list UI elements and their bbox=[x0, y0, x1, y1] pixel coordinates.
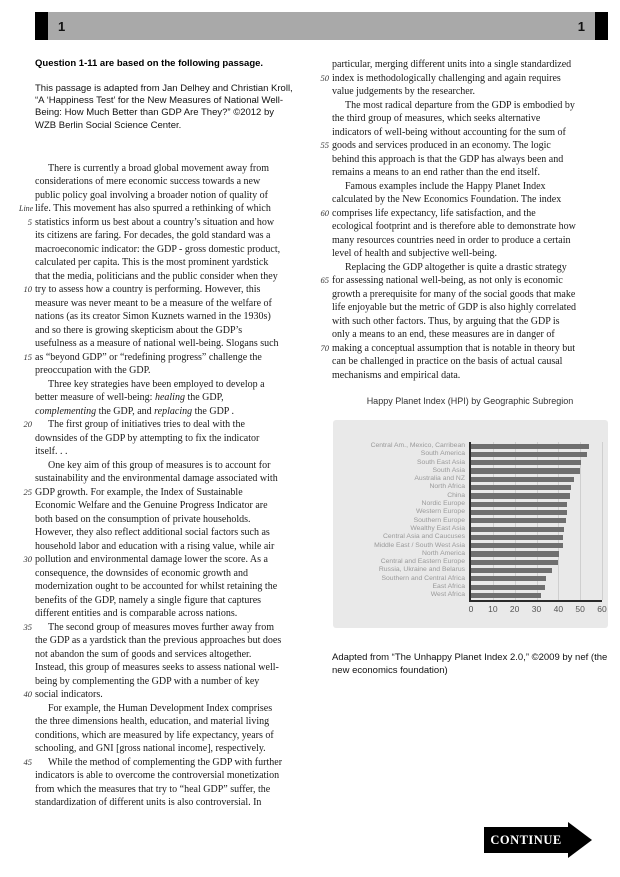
passage-line bbox=[19, 513, 309, 527]
chart-tick-label: 30 bbox=[531, 604, 542, 614]
passage-line bbox=[316, 369, 612, 383]
line-number: 40 bbox=[23, 689, 32, 700]
line-number: 30 bbox=[23, 554, 32, 565]
passage-line bbox=[19, 553, 309, 567]
passage-line bbox=[316, 288, 612, 302]
chart-bar-row bbox=[471, 533, 602, 541]
passage-line bbox=[316, 193, 612, 207]
passage-column-left bbox=[19, 162, 309, 810]
passage-text: not abandon the sum of goods and services altogether. bbox=[35, 648, 252, 660]
passage-line bbox=[316, 207, 612, 221]
passage-line bbox=[19, 364, 309, 378]
chart-bar-row bbox=[471, 483, 602, 491]
passage-text: However, they also reflect additional social factors such as bbox=[35, 527, 270, 539]
passage-text: mechanisms and empirical data. bbox=[332, 369, 461, 381]
passage-text: from which the measures that try to “heal GDP” suffer, the bbox=[35, 783, 271, 795]
question-range-header: Question 1-11 are based on the following passage. bbox=[35, 58, 264, 69]
passage-line bbox=[19, 675, 309, 689]
chart-tick-label: 10 bbox=[488, 604, 498, 614]
chart-x-axis-line bbox=[469, 600, 602, 602]
chart-category-label: West Africa bbox=[430, 591, 465, 599]
chart-bar bbox=[471, 468, 580, 473]
passage-text: that the media, politicians and the public consider when they bbox=[35, 270, 278, 282]
passage-line bbox=[316, 315, 612, 329]
passage-line bbox=[316, 126, 612, 140]
passage-line bbox=[19, 324, 309, 338]
passage-line bbox=[19, 283, 309, 297]
passage-line bbox=[316, 355, 612, 369]
passage-text: complementing the GDP, and replacing the GDP . bbox=[35, 405, 234, 417]
chart-plot-area bbox=[469, 442, 602, 600]
passage-text: For example, the Human Development Index comprises bbox=[48, 702, 273, 714]
chart-bar bbox=[471, 502, 567, 507]
passage-text: its citizens are faring. For decades, the gold standard was a bbox=[35, 230, 271, 242]
passage-line bbox=[19, 540, 309, 554]
passage-text: better measure of well-being: healing the GDP, bbox=[35, 392, 224, 404]
passage-text: nations (as its creator Simon Kuznets warned in the 1930s) bbox=[35, 311, 271, 323]
passage-line bbox=[19, 472, 309, 486]
passage-text: try to assess how a country is performing. However, this bbox=[35, 284, 261, 296]
chart-category-labels bbox=[341, 442, 469, 600]
passage-text: One key aim of this group of measures is to account for bbox=[48, 459, 271, 471]
line-number: 25 bbox=[23, 486, 32, 497]
passage-line bbox=[19, 715, 309, 729]
chart-bar-row bbox=[471, 500, 602, 508]
passage-text: both based on the consumption of private households. bbox=[35, 513, 251, 525]
passage-text: sustainability and the environmental damage associated with bbox=[35, 473, 278, 485]
continue-button-label: CONTINUE bbox=[484, 827, 568, 853]
chart-bar-row bbox=[471, 450, 602, 458]
attribution-line: Being: How Much Better than GDP Are They?” ©2012 by bbox=[35, 107, 274, 119]
passage-line bbox=[316, 72, 612, 86]
chart-bar-row bbox=[471, 566, 602, 574]
chart-category-label: Wealthy East Asia bbox=[410, 524, 465, 532]
passage-text: consequence, the downsides of economic growth and bbox=[35, 567, 248, 579]
chart-bar bbox=[471, 593, 541, 598]
section-number-right: 1 bbox=[577, 18, 585, 34]
chart-category-label: South East Asia bbox=[417, 458, 465, 466]
passage-attribution bbox=[35, 83, 309, 132]
passage-text: conditions, which are measured by life expectancy, years of bbox=[35, 729, 274, 741]
passage-line bbox=[19, 621, 309, 635]
line-number: 20 bbox=[23, 419, 32, 430]
passage-text: social indicators. bbox=[35, 689, 103, 701]
chart-category-label: Nordic Europe bbox=[421, 500, 465, 508]
passage-line bbox=[19, 162, 309, 176]
passage-text: being by complementing the GDP with a number of key bbox=[35, 675, 260, 687]
passage-text: The most radical departure from the GDP is embodied by bbox=[345, 99, 575, 111]
chart-bar-row bbox=[471, 550, 602, 558]
caption-line: new economics foundation) bbox=[332, 664, 448, 676]
passage-text: downsides of the GDP by attempting to fix the indicator bbox=[35, 432, 260, 444]
chart-category-label: Southern and Central Africa bbox=[381, 574, 465, 582]
chart-bar bbox=[471, 460, 581, 465]
passage-line bbox=[19, 310, 309, 324]
passage-text: public policy goal involving a broader notion of quality of bbox=[35, 189, 269, 201]
header-gray-bar bbox=[48, 12, 595, 40]
chart-title: Happy Planet Index (HPI) by Geographic Subregion bbox=[366, 396, 574, 406]
chart-category-label: Western Europe bbox=[416, 508, 465, 516]
chart-bar bbox=[471, 485, 571, 490]
passage-text: macroeconomic indicator: the GDP - gross domestic product, bbox=[35, 243, 281, 255]
attribution-line: This passage is adapted from Jan Delhey and Christian Kroll, bbox=[35, 83, 293, 94]
passage-text: usefulness as a measure of national well-being. Slogans such bbox=[35, 338, 279, 350]
right-column bbox=[316, 58, 612, 382]
passage-text: measure was never meant to be a measure of the welfare of bbox=[35, 297, 272, 309]
chart-x-axis-ticks bbox=[468, 604, 607, 616]
chart-bar-row bbox=[471, 459, 602, 467]
chart-bar-row bbox=[471, 442, 602, 450]
passage-text: schooling, and GNI [gross national income], respectively. bbox=[35, 743, 266, 755]
chart-bar bbox=[471, 551, 559, 556]
passage-text: for assessing national well-being, as not only is economic bbox=[332, 275, 563, 286]
chart-category-label: East Africa bbox=[432, 583, 465, 591]
passage-text: with such other factors. Thus, by arguing that the GDP is bbox=[332, 315, 560, 327]
chart-bar bbox=[471, 535, 563, 540]
passage-text: Three key strategies have been employed to develop a bbox=[48, 378, 265, 390]
passage-line bbox=[19, 567, 309, 581]
line-number: 45 bbox=[23, 756, 32, 767]
line-number: 70 bbox=[320, 342, 329, 353]
chart-tick-label: 60 bbox=[597, 604, 607, 614]
passage-line bbox=[316, 274, 612, 288]
passage-text: value judgements by the researcher. bbox=[332, 86, 475, 97]
passage-line bbox=[316, 247, 612, 261]
passage-text: and so there is growing skepticism about the GDP’s bbox=[35, 324, 243, 336]
line-number: 65 bbox=[320, 275, 329, 285]
section-number-left: 1 bbox=[58, 18, 66, 34]
passage-line bbox=[316, 342, 612, 356]
passage-text: calculated per capita. This is the most prominent yardstick bbox=[35, 257, 269, 269]
chart-bar-row bbox=[471, 575, 602, 583]
passage-text: indicators is able to overcome the controversial monetization bbox=[35, 770, 280, 782]
chart-bar bbox=[471, 477, 574, 482]
chart-bar bbox=[471, 568, 552, 573]
chart-bar-row bbox=[471, 475, 602, 483]
chart-bar-row bbox=[471, 591, 602, 599]
passage-text: While the method of complementing the GDP with further bbox=[48, 756, 283, 768]
line-number: 60 bbox=[320, 207, 329, 218]
chart-category-label: South Asia bbox=[432, 466, 465, 474]
passage-line bbox=[19, 378, 309, 392]
chart-bar-row bbox=[471, 558, 602, 566]
passage-column-right bbox=[316, 58, 612, 382]
passage-text: different entities and is comparable across nations. bbox=[35, 608, 238, 620]
passage-line bbox=[19, 783, 309, 797]
header-black-endcap-left bbox=[35, 12, 48, 40]
chart-bar bbox=[471, 585, 545, 590]
passage-text: only a means to an end, these measures are in danger of bbox=[332, 329, 555, 340]
passage-line bbox=[316, 220, 612, 234]
passage-line bbox=[316, 58, 612, 72]
passage-line bbox=[19, 594, 309, 608]
passage-text: level of health and subjective well-being. bbox=[332, 248, 497, 259]
passage-text: indicators of well-being without accounting for the sum of bbox=[332, 126, 566, 138]
passage-line bbox=[19, 702, 309, 716]
chart-bar-row bbox=[471, 542, 602, 550]
passage-text: making a conceptual assumption that is notable in theory but bbox=[332, 342, 576, 354]
chart-source-caption bbox=[332, 652, 612, 677]
passage-text: GDP growth. For example, the Index of Sustainable bbox=[35, 486, 243, 498]
passage-line bbox=[19, 297, 309, 311]
chart-bar bbox=[471, 576, 546, 581]
chart-category-label: Southern Europe bbox=[413, 516, 465, 524]
passage-line bbox=[19, 769, 309, 783]
passage-text: Replacing the GDP altogether is quite a drastic strategy bbox=[345, 261, 567, 273]
passage-text: Economic Welfare and the Genuine Progress Indicator are bbox=[35, 500, 268, 512]
passage-line bbox=[19, 445, 309, 459]
passage-line bbox=[19, 688, 309, 702]
chart-bar bbox=[471, 543, 563, 548]
passage-text: calculated by the New Economics Foundation. The index bbox=[332, 194, 562, 205]
passage-line bbox=[19, 270, 309, 284]
passage-text: The first group of initiatives tries to deal with the bbox=[48, 419, 245, 431]
passage-text: pollution and environmental damage lower the score. As a bbox=[35, 554, 268, 566]
passage-text: standardization of different units is also controversial. In bbox=[35, 797, 262, 809]
line-number: 55 bbox=[320, 140, 329, 150]
passage-line bbox=[316, 234, 612, 248]
passage-line bbox=[316, 153, 612, 167]
passage-text: preoccupation with the GDP. bbox=[35, 365, 151, 377]
passage-text: behind this approach is that the GDP has always been and bbox=[332, 153, 564, 165]
chart-bar-row bbox=[471, 467, 602, 475]
passage-text: growth a prerequisite for many of the social goods that make bbox=[332, 288, 576, 300]
passage-line bbox=[19, 418, 309, 432]
passage-text: Instead, this group of measures seeks to assess national well- bbox=[35, 662, 279, 674]
passage-text: the three dimensions health, education, and material living bbox=[35, 716, 270, 728]
line-number: 35 bbox=[23, 621, 32, 632]
left-column bbox=[19, 58, 309, 810]
header-black-endcap-right bbox=[595, 12, 608, 40]
passage-line bbox=[316, 328, 612, 342]
passage-line bbox=[19, 229, 309, 243]
passage-line bbox=[316, 180, 612, 194]
passage-line bbox=[316, 85, 612, 99]
chart-category-label: South America bbox=[420, 450, 465, 458]
chart-tick-label: 40 bbox=[553, 604, 564, 614]
chart-bar bbox=[471, 510, 567, 515]
passage-text: Famous examples include the Happy Planet Index bbox=[345, 180, 546, 192]
passage-line bbox=[19, 391, 309, 405]
passage-line bbox=[19, 796, 309, 810]
passage-text: remains a means to an end rather than the end itself. bbox=[332, 167, 540, 178]
passage-line bbox=[19, 256, 309, 270]
passage-text: the GDP as a yardstick than the previous approaches but does bbox=[35, 635, 282, 647]
section-header-bar bbox=[35, 12, 608, 40]
passage-text: modernization ought to be accounted for whilst retaining the bbox=[35, 581, 278, 593]
line-number: 50 bbox=[320, 72, 329, 83]
passage-line bbox=[19, 175, 309, 189]
line-number: 15 bbox=[23, 351, 32, 362]
passage-line bbox=[19, 756, 309, 770]
passage-line bbox=[19, 607, 309, 621]
passage-line bbox=[316, 301, 612, 315]
chart-category-label: China bbox=[447, 491, 465, 499]
chart-tick-label: 20 bbox=[509, 604, 520, 614]
passage-line bbox=[19, 405, 309, 419]
line-number: Line bbox=[19, 204, 34, 214]
passage-line bbox=[19, 634, 309, 648]
passage-line bbox=[19, 243, 309, 257]
chart-category-label: Russia, Ukraine and Belarus bbox=[378, 566, 465, 574]
line-number: 5 bbox=[27, 216, 32, 227]
passage-line bbox=[19, 216, 309, 230]
passage-text: comprises life expectancy, life satisfaction, and the bbox=[332, 207, 536, 219]
passage-text: goods and services produced in an economy. The logic bbox=[332, 140, 551, 151]
passage-line bbox=[19, 661, 309, 675]
chart-bar bbox=[471, 527, 564, 532]
chart-bar-row bbox=[471, 517, 602, 525]
chart-bar-row bbox=[471, 492, 602, 500]
passage-line bbox=[19, 486, 309, 500]
chart-category-label: North Africa bbox=[429, 483, 465, 491]
passage-text: statistics inform us best about a country’s situation and how bbox=[35, 216, 275, 228]
passage-text: index is methodologically challenging and again requires bbox=[332, 72, 561, 84]
passage-text: household labor and education with a rising value, while air bbox=[35, 540, 275, 552]
chart-tick-label: 0 bbox=[468, 604, 474, 614]
passage-line bbox=[316, 112, 612, 126]
chart-bar-row bbox=[471, 508, 602, 516]
chart-category-label: North America bbox=[421, 549, 465, 557]
passage-line bbox=[19, 580, 309, 594]
passage-text: considerations of mere economic success towards a new bbox=[35, 176, 261, 188]
passage-text: can be challenged in practice on the basis of actual causal bbox=[332, 356, 563, 367]
passage-line bbox=[316, 99, 612, 113]
attribution-line: “A ‘Happiness Test’ for the New Measures of National Well- bbox=[35, 95, 283, 107]
passage-text: life enjoyable but the metric of GDP is also highly correlated bbox=[332, 302, 577, 313]
attribution-line: WZB Berlin Social Science Center. bbox=[35, 119, 182, 131]
chart-bar bbox=[471, 560, 558, 565]
passage-line bbox=[19, 189, 309, 203]
chart-bar-row bbox=[471, 583, 602, 591]
chart-category-label: Central Am., Mexico, Carribean bbox=[370, 442, 465, 449]
chart-bar bbox=[471, 444, 589, 449]
passage-line bbox=[19, 729, 309, 743]
passage-text: itself. . . bbox=[35, 446, 68, 458]
chart-bar-row bbox=[471, 525, 602, 533]
chart-bar bbox=[471, 493, 570, 498]
passage-line bbox=[19, 432, 309, 446]
passage-text: as “beyond GDP” or “redefining progress” challenge the bbox=[35, 351, 262, 363]
passage-line bbox=[19, 648, 309, 662]
line-number: 10 bbox=[23, 284, 32, 295]
passage-line bbox=[19, 337, 309, 351]
chart-gridline bbox=[602, 442, 603, 600]
chart-category-label: Central and Eastern Europe bbox=[380, 558, 465, 566]
passage-text: There is currently a broad global movement away from bbox=[48, 162, 270, 174]
continue-arrow-icon bbox=[568, 822, 592, 858]
passage-line bbox=[19, 202, 309, 216]
passage-line bbox=[316, 139, 612, 153]
passage-line bbox=[19, 526, 309, 540]
chart-category-label: Middle East / South West Asia bbox=[374, 541, 465, 549]
passage-line bbox=[316, 261, 612, 275]
passage-text: life. This movement has also spurred a rethinking of which bbox=[35, 203, 271, 215]
passage-text: many resources countries need in order to produce a certain bbox=[332, 234, 571, 246]
chart-panel bbox=[333, 420, 608, 628]
passage-line bbox=[316, 166, 612, 180]
passage-text: ecological footprint and is therefore able to demonstrate how bbox=[332, 221, 576, 232]
passage-line bbox=[19, 459, 309, 473]
chart-category-label: Australia and NZ bbox=[414, 475, 465, 483]
passage-text: benefits of the GDP, namely a single figure that captures bbox=[35, 594, 262, 606]
passage-text: particular, merging different units into a single standardized bbox=[332, 59, 572, 70]
passage-line bbox=[19, 499, 309, 513]
passage-text: the third group of measures, which seeks alternative bbox=[332, 113, 541, 124]
passage-text: The second group of measures moves further away from bbox=[48, 621, 275, 633]
chart-bar bbox=[471, 518, 566, 523]
continue-button[interactable] bbox=[484, 822, 594, 858]
passage-line bbox=[19, 742, 309, 756]
chart-bar bbox=[471, 452, 587, 457]
caption-line: Adapted from “The Unhappy Planet Index 2.0,” ©2009 by nef (the bbox=[332, 652, 608, 663]
passage-line bbox=[19, 351, 309, 365]
chart-category-label: Central Asia and Caucuses bbox=[383, 533, 465, 541]
chart-tick-label: 50 bbox=[575, 604, 585, 614]
